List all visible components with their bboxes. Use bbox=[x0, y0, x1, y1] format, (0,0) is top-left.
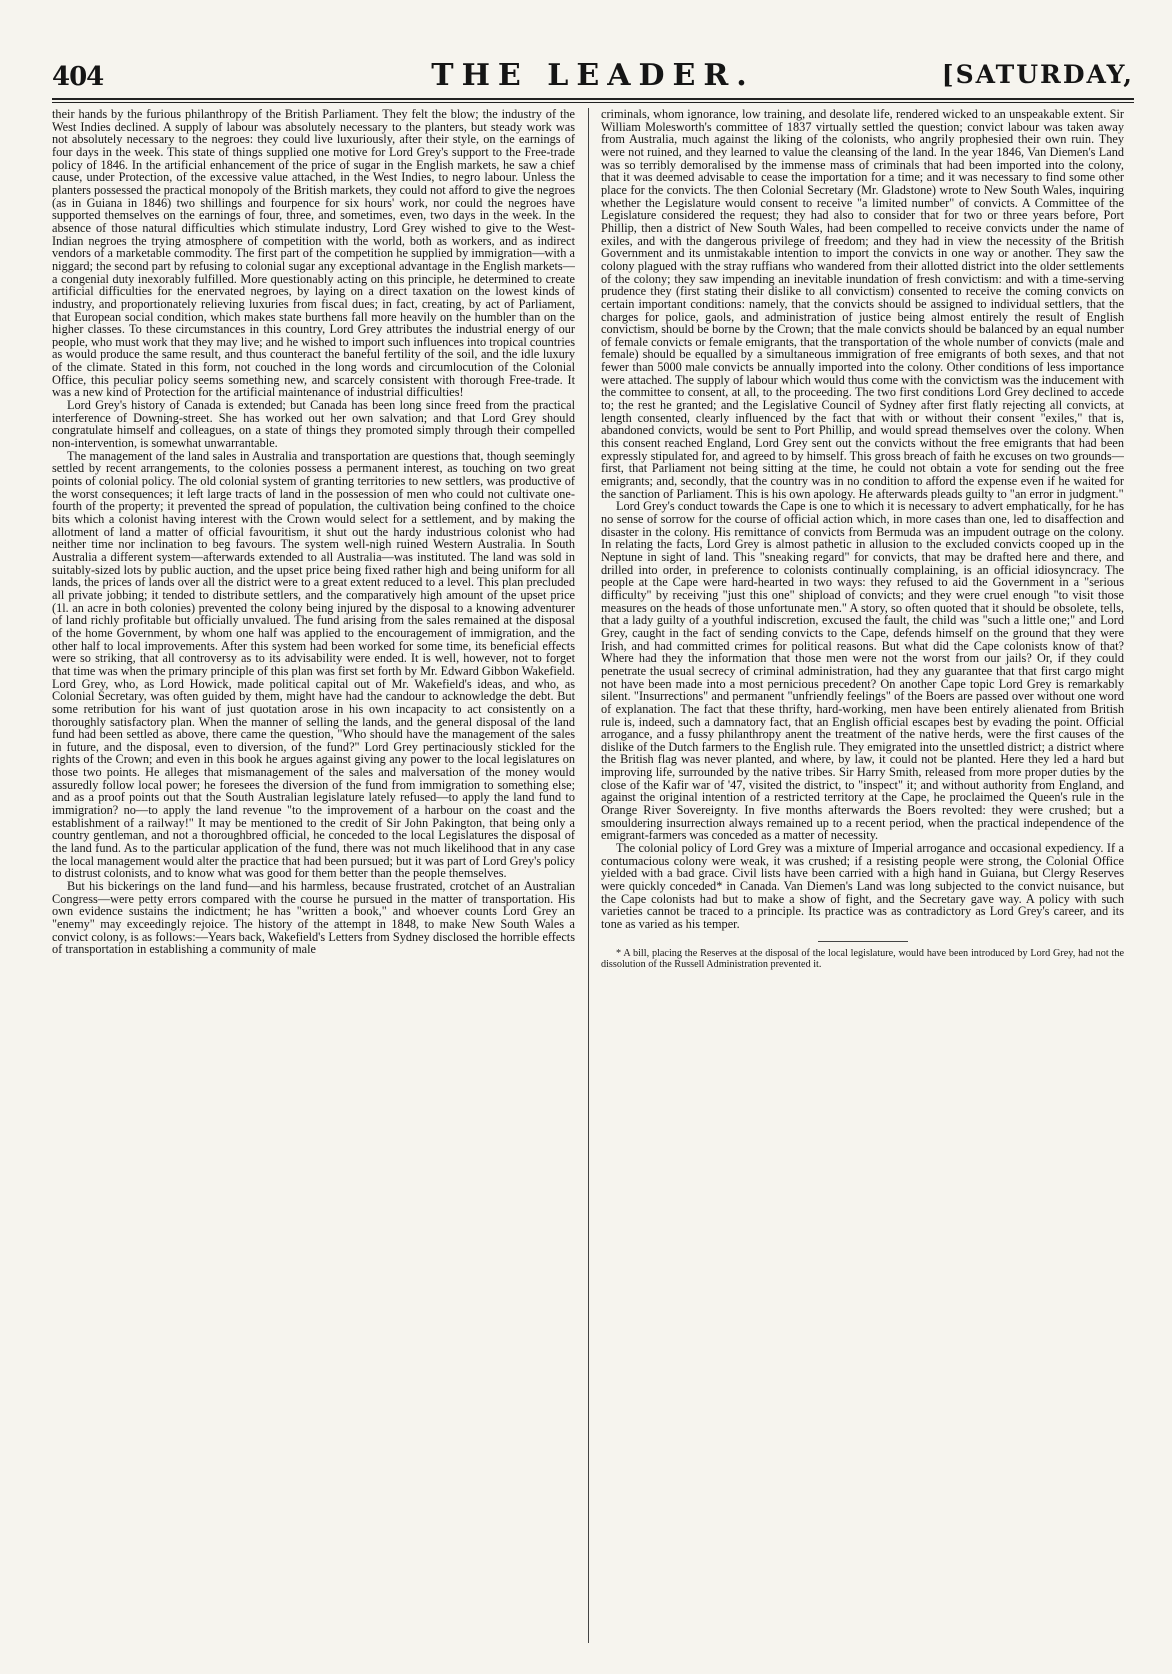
left-paragraph-3: The management of the land sales in Australia and transportation are questions that, though seemingly settled by recent arrangements, to the colonies possess a permanent interest, as touching on two great points of colonial policy. The old colonial system of granting territories to new settlers, was productive of the worst consequences; it left large tracts of land in the possession of men who could not cultivate one-fourth of the property; it prevented the spread of population, the cultivation being confined to the choice bits which a colonist having interest with the Crown would select for a settlement, and by making the allotment of land a matter of official favouritism, it shut out the hardy industrious colonist who had neither time nor inclination to beg favours. The system well-nigh ruined Western Australia. In South Australia a different system—afterwards extended to all Australia—was instituted. The land was sold in suitably-sized lots by public auction, and the upset price being fixed rather high and being uniform for all lands, the prices of lands over all the district were to a great extent reduced to a level. This plan precluded all private jobbing; it tended to distribute settlers, and the comparatively high amount of the upset price (1l. an acre in both colonies) prevented the colony being injured by the disposal to a knowing adventurer of land richly profitable but officially unvalued. The fund arising from the sales remained at the disposal of the home Government, by whom one half was applied to the encouragement of immigration, and the other half to local improvements. After this system had been worked for some time, its beneficial effects were so striking, that all controversy as to its advisability were ended. It is well, however, not to forget that time was when the primary principle of this plan was first set forth by Mr. Edward Gibbon Wakefield. Lord Grey, who, as Lord Howick, made political capital out of Mr. Wakefield's ideas, and who, as Colonial Secretary, was often guided by them, might have had the candour to acknowledge the debt. But some retribution for his want of just quotation arose in his own incapacity to act consistently on a thoroughly satisfactory plan. When the manner of selling the lands, and the general disposal of the land fund had been settled as above, there came the question, "Who should have the management of the sales in future, and the disposal, even to diversion, of the fund?" Lord Grey pertinaciously stickled for the rights of the Crown; and even in this book he argues against giving any power to the local legislatures on those two points. He alleges that mismanagement of the sales and malversation of the money would assuredly follow local power; he foresees the diversion of the fund from immigration to something else; and as a proof points out that the South Australian legislature lately refused—to apply the land fund to immigration? no—to apply the land revenue "to the improvement of a harbour on the coast and the establishment of a railway!" It may be mentioned to the credit of Sir John Pakington, that being only a country gentleman, and not a thoroughbred official, he conceded to the local Legislatures the disposal of the land fund. As to the particular application of the fund, there was not much likelihood that in any case the local management would alter the practice that had been pursued; but it was part of Lord Grey's policy to distrust colonists, and to know what was good for them better than the people themselves. bbox=[52, 448, 575, 881]
right-paragraph-3: The colonial policy of Lord Grey was a mixture of Imperial arrogance and occasional expediency. If a contumacious colony were weak, it was crushed; if a resisting people were strong, the Colonial Office yielded with a bad grace. Civil lists have been carried with a high hand in Guiana, but Clergy Reserves were quickly conceded* in Canada. Van Diemen's Land was long subjected to the convict nuisance, but the Cape colonists had but to make a show of fight, and the Secretary gave way. A policy with such varieties cannot be traced to a principle. Its practice was as contradictory as Lord Grey's career, and its tone as varied as his temper. bbox=[601, 841, 1124, 931]
right-paragraph-1: criminals, whom ignorance, low training, and desolate life, rendered wicked to an unspeakable extent. Sir William Molesworth's committee of 1837 virtually settled the question; convict labour was taken away from Australia, much against the liking of the colonists, who angrily prophesied their own ruin. They were not ruined, and they learned to value the cleansing of the land. In the year 1846, Van Diemen's Land was so terribly demoralised by the immense mass of criminals that had been imported into the colony, that it was deemed advisable to cease the importation for a time; and it was necessary to find some other place for the convicts. The then Colonial Secretary (Mr. Gladstone) wrote to New South Wales, inquiring whether the Legislature would consent to receive "a limited number" of convicts. A Committee of the Legislature considered the request; they had also to consider that for two or three years before, Port Phillip, then a district of New South Wales, had been compelled to receive convicts under the name of exiles, and with the dangerous privilege of freedom; and they had in view the necessity of the British Government and its unmistakable intention to import the convicts in one way or another. They saw the colony plagued with the stray ruffians who wandered from their allotted district into the older settlements of the colony; they saw impending an inevitable inundation of fresh convictism: and with a time-serving prudence they (first stating their dislike to all convictism) consented to receive the coming convicts on certain important conditions: namely, that the convicts should be assigned to individual settlers, that the charges for police, gaols, and administration of justice being almost entirely the result of English convictism, should be borne by the Crown; that the male convicts should be balanced by an equal number of female convicts or female emigrants, that the transportation of the whole number of convicts (male and female) should be equalled by a simultaneous immigration of free emigrants of both sexes, and that not fewer than 5000 male convicts be annually imported into the colony. Other conditions of less importance were attached. The supply of labour which would thus come with the convictism was the inducement with the committee to consent, at all, to the proceeding. The two first conditions Lord Grey declined to accede to; the rest he granted; and the Legislative Council of Sydney after first flatly rejecting all convicts, at length consented, clearly influenced by the fact that with or without their consent "exiles," that is, abandoned convicts, would be sent to Port Phillip, and would spread themselves over the colony. When this consent reached England, Lord Grey sent out the convicts without the free emigrants that had been expressly stipulated for, and agreed to by himself. This gross breach of faith he excuses on two grounds—first, that Parliament not being sitting at the time, he could not obtain a vote for sending out the free emigrants; and, secondly, that the country was in no condition to afford the expense even if he waited for the sanction of Parliament. This is his own apology. He afterwards pleads guilty to "an error in judgment." bbox=[601, 108, 1124, 501]
right-column bbox=[601, 108, 1124, 1643]
page-number: 404 bbox=[52, 62, 104, 92]
right-paragraph-2: Lord Grey's conduct towards the Cape is one to which it is necessary to advert emphatically, for he has no sense of sorrow for the course of official action which, in more cases than one, led to disaffection and disaster in the colony. His remittance of convicts from Bermuda was an impudent outrage on the colony. In relating the facts, Lord Grey is almost pathetic in allusion to the excluded convicts cooped up in the Neptune in sight of land. This "sneaking regard" for convicts, that may be drafted here and there, and drilled into order, in preference to colonists continually complaining, is an official idiosyncracy. The people at the Cape were hard-hearted in two ways: they refused to aid the Government in a "serious difficulty" by receiving "just this one" shipload of convicts; and they were cruel enough "to visit those measures on the heads of those unfortunate men." A story, so often quoted that it should be obsolete, tells, that a lady guilty of a youthful indiscretion, excused the fault, the child was "such a little one;" and Lord Grey, caught in the fact of sending convicts to the Cape, defends himself on the ground that they were Irish, and had committed crimes for political reasons. But what did the Cape colonists know of that? Where had they the information that those men were not the worst from our jails? Or, if they could penetrate the usual secrecy of criminal administration, had they any guarantee that that first cargo might not have been made into a most pernicious precedent? On another Cape topic Lord Grey is remarkably silent. "Insurrections" and permanent "unfriendly feelings" of the Boers are passed over without one word of explanation. The fact that these thrifty, hard-working, men have been entirely alienated from British rule is, indeed, such a damnatory fact, that an English official escapes best by evading the point. Official arrogance, and a fussy philanthropy anent the treatment of the native herds, were the first causes of the dislike of the Dutch farmers to the English rule. They emigrated into the unsettled district; a district where the British flag was never planted, and where, by law, it could not be planted. Here they led a hard but improving life, surrounded by the native tribes. Sir Harry Smith, released from more proper duties by the close of the Kafir war of '47, visited the district, to "inspect" it; and without authority from England, and against the original intention of a restricted territory at the Cape, he proclaimed the Queen's rule in the Orange River Sovereignty. In five months afterwards the Boers revolted: they were crushed; but a smouldering insurrection always remained up to a recent period, when the practical independence of the emigrant-farmers was conceded as a matter of necessity. bbox=[601, 499, 1124, 843]
left-paragraph-2: Lord Grey's history of Canada is extended; but Canada has been long since freed from the practical interference of Downing-street. She has worked out her own salvation; and that Lord Grey should congratulate himself and colleagues, on a state of things they promoted simply through their compelled non-intervention, is somewhat unwarrantable. bbox=[52, 398, 575, 451]
newspaper-page bbox=[52, 56, 1134, 1646]
footnote: * A bill, placing the Reserves at the disposal of the local legislature, would have been introduced by Lord Grey, had not the dissolution of the Russell Administration prevented it. bbox=[601, 947, 1124, 970]
masthead-rule-thin bbox=[52, 102, 1134, 103]
masthead bbox=[52, 56, 1134, 96]
column-divider bbox=[588, 108, 589, 1643]
newspaper-title: THE LEADER. bbox=[431, 58, 755, 93]
left-paragraph-1: their hands by the furious philanthropy of the British Parliament. They felt the blow; the industry of the West Indies declined. A supply of labour was absolutely necessary to the planters, but steady work was not absolutely necessary to the negroes: they could live luxuriously, after their style, on the earnings of four days in the week. This state of things supplied one motive for Lord Grey's support to the Free-trade policy of 1846. In the artificial enhancement of the price of sugar in the English markets, he saw a chief cause, under Protection, of the excessive value attached, in the West Indies, to negro labour. Unless the planters possessed the practical monopoly of the British markets, they could not afford to give the negroes (as in Guiana in 1846) two shillings and fourpence for six hours' work, nor could the negroes have supported themselves on the earnings of four, three, and sometimes, even, two days in the week. In the absence of those natural difficulties which stimulate industry, Lord Grey wished to give to the West-Indian negroes the trying atmosphere of competition with the world, both as workers, and as indirect vendors of a marketable commodity. The first part of the competition he supplied by immigration—with a niggard; the second part by refusing to colonial sugar any exceptional advantage in the English markets—a congenial duty inexorably fulfilled. More questionably acting on this principle, he determined to create artificial difficulties for the enervated negroes, by laying on a direct taxation on the lowest kinds of industry, and proportionately relieving luxuries from fiscal dues; in fact, creating, by act of Parliament, that European social condition, which makes state burthens fall more heavily on the humbler than on the higher classes. To these circumstances in this country, Lord Grey attributes the industrial energy of our people, who must work that they may live; and he wished to import such influences into tropical countries as would produce the same result, and thus counteract the baneful fertility of the soil, and the idle luxury of the climate. Stated in this form, not couched in the long words and circumlocution of the Colonial Office, this peculiar policy seems something new, and scarcely consistent with thorough Free-trade. It was a new kind of Protection for the artificial maintenance of industrial difficulties! bbox=[52, 108, 575, 400]
masthead-rule bbox=[52, 98, 1134, 100]
article-columns bbox=[52, 108, 1134, 1643]
left-column bbox=[52, 108, 575, 1643]
left-paragraph-4: But his bickerings on the land fund—and his harmless, because frustrated, crotchet of an Australian Congress—were petty errors compared with the course he pursued in the matter of transportation. His own evidence sustains the indictment; he has "written a book," and whoever counts Lord Grey an "enemy" may exceedingly rejoice. The history of the attempt in 1848, to make New South Wales a convict colony, is as follows:—Years back, Wakefield's Letters from Sydney disclosed the horrible effects of transportation in establishing a community of male bbox=[52, 879, 575, 957]
issue-day: [SATURDAY, bbox=[941, 60, 1134, 89]
footnote-rule bbox=[818, 941, 908, 942]
